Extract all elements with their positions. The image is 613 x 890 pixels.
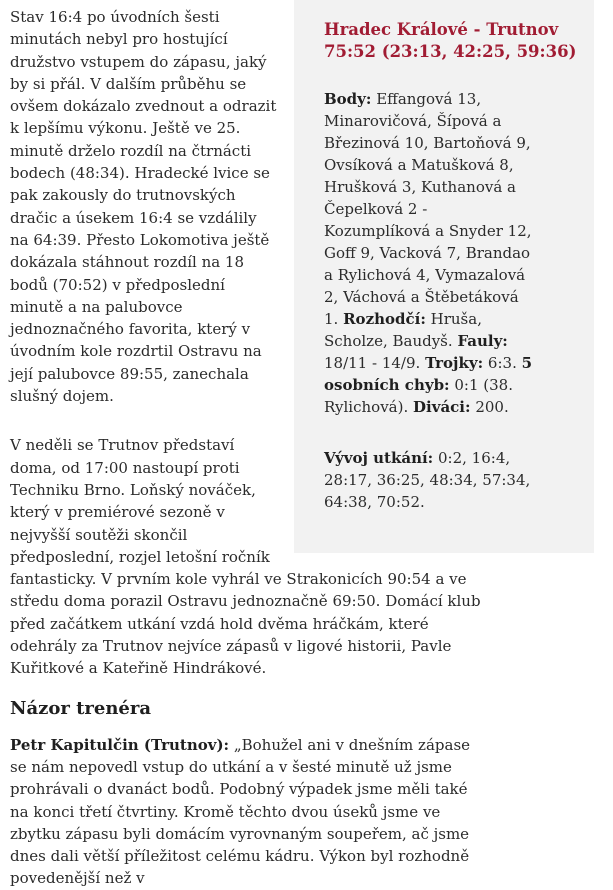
stat-value-fouled-out: 0:1 (38. Rylichová). (324, 376, 513, 416)
stat-label-spectators: Diváci: (413, 398, 471, 416)
stat-label-points: Body: (324, 90, 372, 108)
coach-quote (10, 734, 488, 890)
progression-label: Vývoj utkání: (324, 449, 434, 467)
stat-label-fouled-out: 5 osobních chyb: (324, 354, 533, 394)
stat-label-threes: Trojky: (425, 354, 484, 372)
stat-label-fouls: Fauly: (457, 332, 508, 350)
match-teams: Hradec Králové - Trutnov (324, 20, 559, 39)
match-summary-box (294, 0, 594, 553)
stat-value-fouls: 18/11 - 14/9. (324, 354, 421, 372)
stat-label-referees: Rozhodčí: (343, 310, 426, 328)
article-paragraph-next-match: V neděli se Trutnov představí doma, od 17:00 nastoupí proti Techniku Brno. Loňský nováček, který v premiérové sezoně v nejvyšší soutěži skončil předposlední, rozjel letošní ročník fantasticky. V prvním kole vyhrál ve Strakonicích 90:54 a ve středu doma porazil Ostravu jednoznačně 69:50. Domácí klub před začátkem utkání vzdá hold dvěma hráčkám, které odehrály za Trutnov nejvíce zápasů v ligové historii, Pavle Kuřitkové a Kateřině Hindrákové. (10, 436, 481, 678)
coach-quote-text: „Bohužel ani v dnešním zápase se nám nepovedl vstup do utkání a v šesté minutě už jsme prohrávali o dvanáct bodů. Podobný výpadek jsme měli také na konci třetí čtvrtiny. Kromě těchto dvou úseků jsme ve zbytku zápasu byli domácím vyrovnaným soupeřem, ač jsme dnes dali větší příležitost celému kádru. Výkon byl rozhodně povedenější než v (10, 735, 471, 888)
article-paragraph-game-recap: Stav 16:4 po úvodních šesti minutách nebyl pro hostující družstvo vstupem do zápasu, jaký by si přál. V dalším průběhu se ovšem dokázalo zvednout a odrazit k lepšímu výkonu. Ještě ve 25. minutě drželo rozdíl na čtrnácti bodech (48:34). Hradecké lvice se pak zakously do trutnovských dračic a úsekem 16:4 se vzdálily na 64:39. Přesto Lokomotiva ještě dokázala stáhnout rozdíl na 18 bodů (70:52) v předposlední minutě a na palubovce jednoznačného favorita, který v úvodním kole rozdrtil Ostravu na její palubovce 89:55, zanechala slušný dojem. (10, 8, 277, 406)
match-title (324, 19, 580, 63)
coach-opinion-heading: Názor trenéra (10, 697, 152, 719)
article-body (10, 0, 577, 890)
coach-name: Petr Kapitulčin (Trutnov): (10, 735, 230, 754)
stat-value-referees: Hruša, Scholze, Baudyš. (324, 310, 482, 350)
stat-value-spectators: 200. (475, 398, 509, 416)
progression-value: 0:2, 16:4, 28:17, 36:25, 48:34, 57:34, 64:38, 70:52. (324, 449, 531, 511)
match-progression (324, 447, 536, 513)
stat-value-threes: 6:3. (487, 354, 517, 372)
match-stats (324, 88, 536, 418)
match-score: 75:52 (23:13, 42:25, 59:36) (324, 42, 577, 61)
stat-value-points: Effangová 13, Minarovičová, Šípová a Březinová 10, Bartoňová 9, Ovsíková a Matušková 8, Hrušková 3, Kuthanová a Čepelková 2 - Kozumplíková a Snyder 12, Goff 9, Vacková 7, Brandao a Rylichová 4, Vymazalová 2, Váchová a Štěbetáková 1. (324, 90, 532, 328)
